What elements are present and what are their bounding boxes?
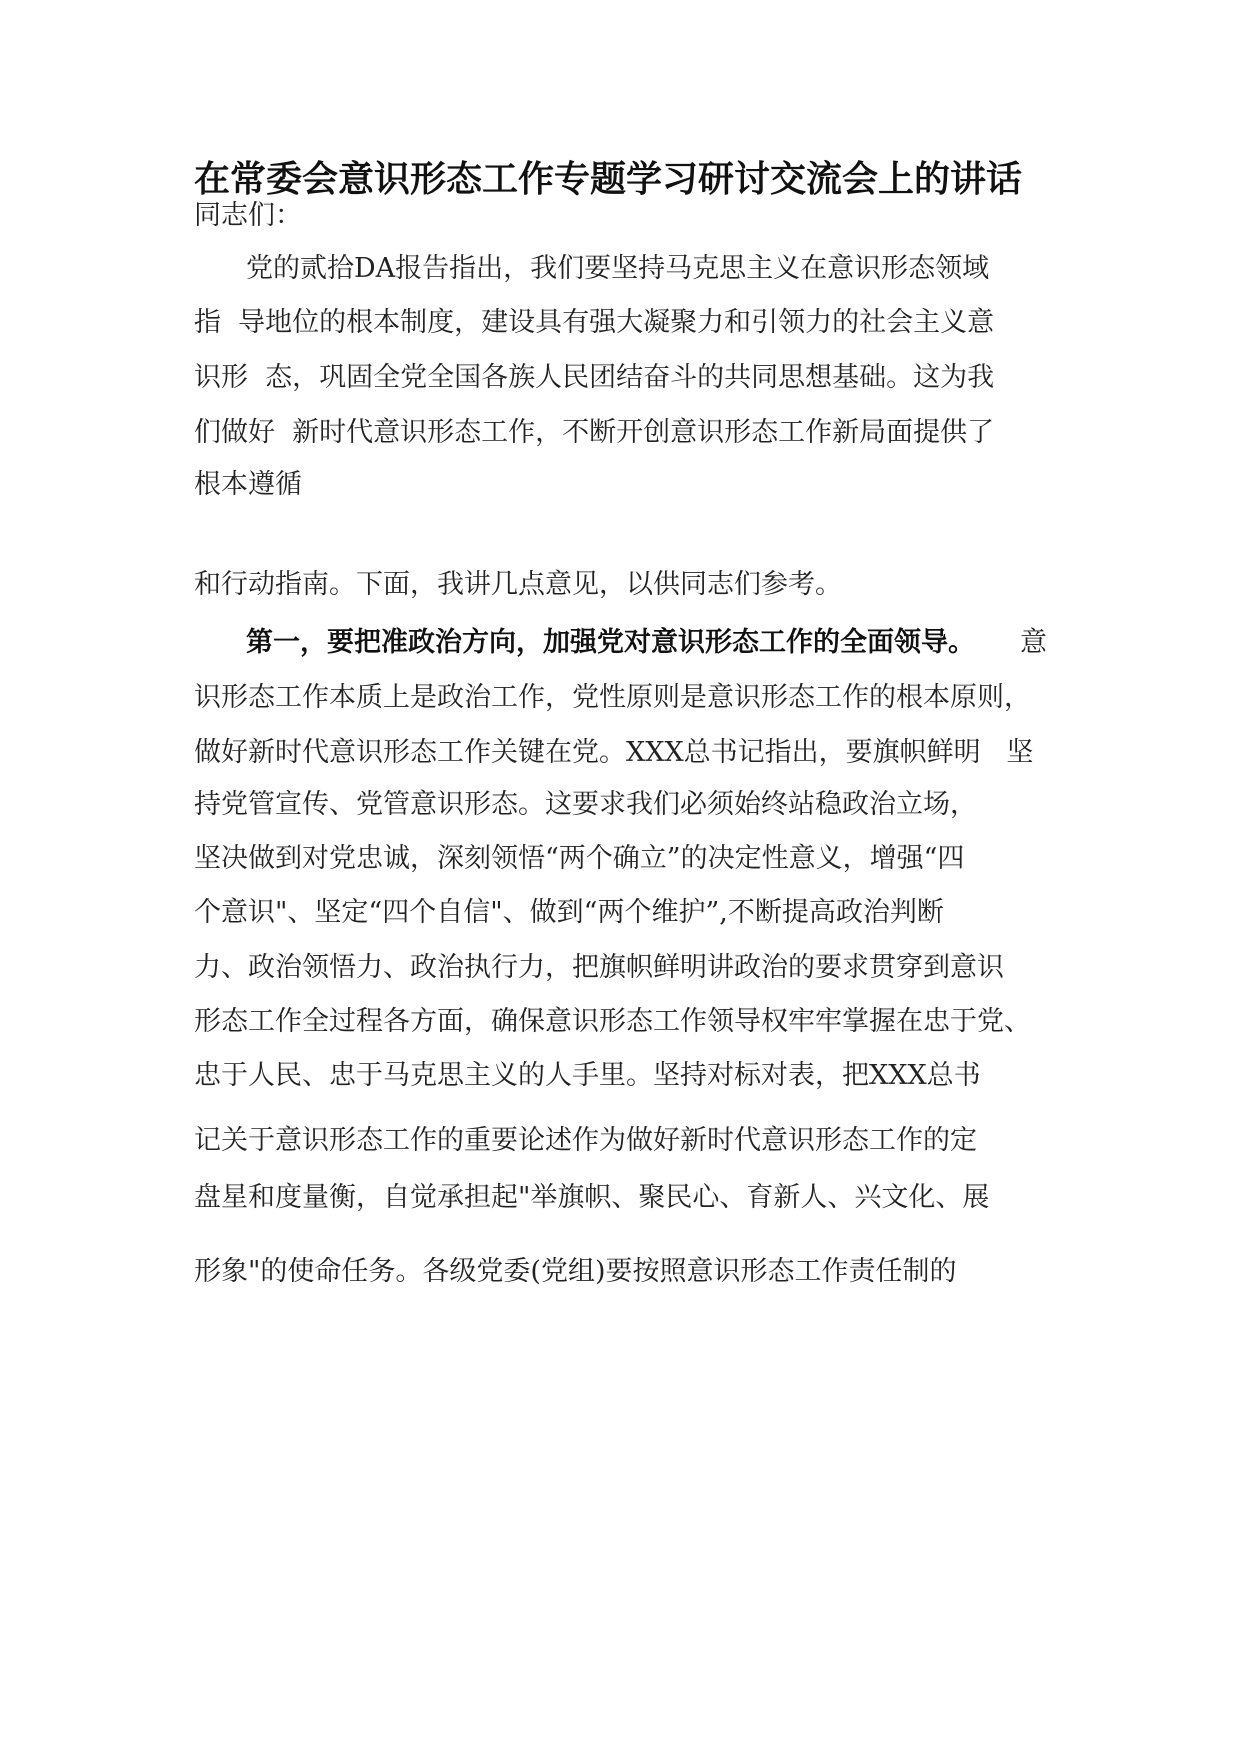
body-line: 忠于人民、忠于马克思主义的人手里。坚持对标对表，把XXX总书: [194, 1060, 981, 1091]
body-line: 形象"的使命任务。各级党委(党组)要按照意识形态工作责任制的: [194, 1256, 957, 1287]
body-line: 识形 态，巩固全党全国各族人民团结奋斗的共同思想基础。这为我: [194, 362, 995, 393]
body-line: 和行动指南。下面，我讲几点意见，以供同志们参考。: [194, 569, 842, 600]
body-line: 做好新时代意识形态工作关键在党。XXX总书记指出，要旗帜鲜明 坚: [194, 737, 1034, 768]
document-title: 在常委会意识形态工作专题学习研讨交流会上的讲话: [194, 159, 1023, 200]
body-line: 坚决做到对党忠诚，深刻领悟“两个确立”的决定性意义，增强“四: [194, 843, 965, 874]
body-line: 形态工作全过程各方面，确保意识形态工作领导权牢牢掌握在忠于党、: [194, 1006, 1031, 1037]
section-heading: 第一，要把准政治方向，加强党对意识形态工作的全面领导。: [246, 627, 975, 658]
salutation: 同志们：: [194, 200, 302, 231]
body-line: 意: [1020, 627, 1047, 658]
body-line: 识形态工作本质上是政治工作，党性原则是意识形态工作的根本原则，: [194, 682, 1031, 713]
body-line: 们做好 新时代意识形态工作，不断开创意识形态工作新局面提供了: [194, 417, 995, 448]
body-line: 指 导地位的根本制度，建设具有强大凝聚力和引领力的社会主义意: [194, 307, 995, 338]
body-line: 持党管宣传、党管意识形态。这要求我们必须始终站稳政治立场，: [194, 789, 977, 820]
body-line: 盘星和度量衡，自觉承担起"举旗帜、聚民心、育新人、兴文化、展: [194, 1182, 990, 1213]
body-line: 根本遵循: [194, 469, 302, 500]
body-line: 个意识"、坚定“四个自信"、做到“两个维护”,不断提高政治判断: [194, 897, 944, 928]
body-line: 力、政治领悟力、政治执行力，把旗帜鲜明讲政治的要求贯穿到意识: [194, 952, 1004, 983]
body-line: 记关于意识形态工作的重要论述作为做好新时代意识形态工作的定: [194, 1125, 977, 1156]
body-line: 党的贰拾DA报告指出，我们要坚持马克思主义在意识形态领域: [246, 253, 990, 284]
